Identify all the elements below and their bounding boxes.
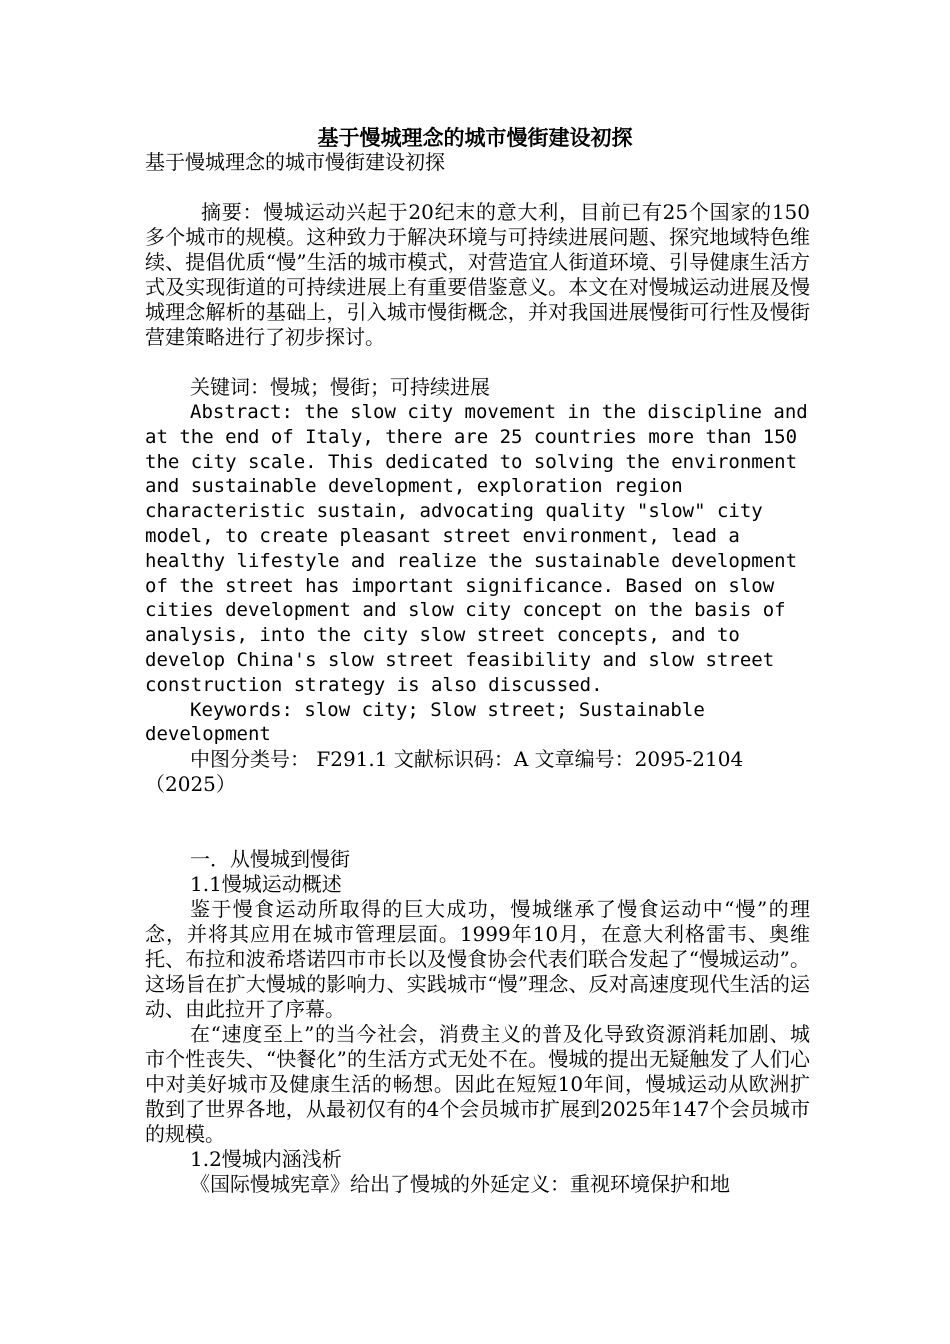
section-heading: 一．从慢城到慢街 xyxy=(190,847,350,872)
document-title: 基于慢城理念的城市慢街建设初探 xyxy=(317,125,633,150)
paragraph: 《国际慢城宪章》给出了慢城的外延定义：重视环境保护和地 xyxy=(190,1172,730,1197)
classification-line: 中图分类号： F291.1 文献标识码：A 文章编号：2095-2104（2025） xyxy=(145,747,744,797)
subsection-heading: 1.2慢城内涵浅析 xyxy=(190,1147,342,1172)
paragraph: 在“速度至上”的当今社会，消费主义的普及化导致资源消耗加剧、城市个性丧失、“快餐化”的生活方式无处不在。慢城的提出无疑触发了人们心中对美好城市及健康生活的畅想。因此在短短10年间，慢城运动从欧洲扩散到了世界各地，从最初仅有的4个会员城市扩展到2025年147个会员城市的规模。 xyxy=(145,1022,810,1147)
paragraph: 鉴于慢食运动所取得的巨大成功，慢城继承了慢食运动中“慢”的理念，并将其应用在城市管理层面。1999年10月，在意大利格雷韦、奥维托、布拉和波希塔诺四市市长以及慢食协会代表们联合发起了“慢城运动”。这场旨在扩大慢城的影响力、实践城市“慢”理念、反对高速度现代生活的运动、由此拉开了序幕。 xyxy=(145,897,810,1022)
abstract-english: Abstract: the slow city movement in the discipline and at the end of Italy, there are 25 countries more than 150 the city scale. This dedicated to solving the environment and sustainable development, exploration region characteristic sustain, advocating quality "slow" city model, to create pleasant street environment, lead a healthy lifestyle and realize the sustainable development of the street has important significance. Based on slow cities development and slow city concept on the basis of analysis, into the city slow street concepts, and to develop China's slow street feasibility and slow street construction strategy is also discussed. xyxy=(145,401,808,696)
spacer xyxy=(145,797,810,847)
keywords-chinese: 关键词：慢城；慢街；可持续进展 xyxy=(190,375,490,399)
spacer xyxy=(145,350,810,375)
document-subtitle: 基于慢城理念的城市慢街建设初探 xyxy=(145,150,445,174)
abstract-chinese: 摘要：慢城运动兴起于20纪末的意大利，目前已有25个国家的150多个城市的规模。这种致力于解决环境与可持续进展问题、探究地域特色维续、提倡优质“慢”生活的城市模式，对营造宜人街道环境、引导健康生活方式及实现街道的可持续进展上有重要借鉴意义。本文在对慢城运动进展及慢城理念解析的基础上，引入城市慢街概念，并对我国进展慢街可行性及慢街营建策略进行了初步探讨。 xyxy=(145,200,810,349)
spacer xyxy=(145,175,810,200)
subsection-heading: 1.1慢城运动概述 xyxy=(190,872,342,897)
document-body xyxy=(145,150,810,1197)
keywords-english: Keywords: slow city; Slow street; Sustainable development xyxy=(145,698,705,746)
